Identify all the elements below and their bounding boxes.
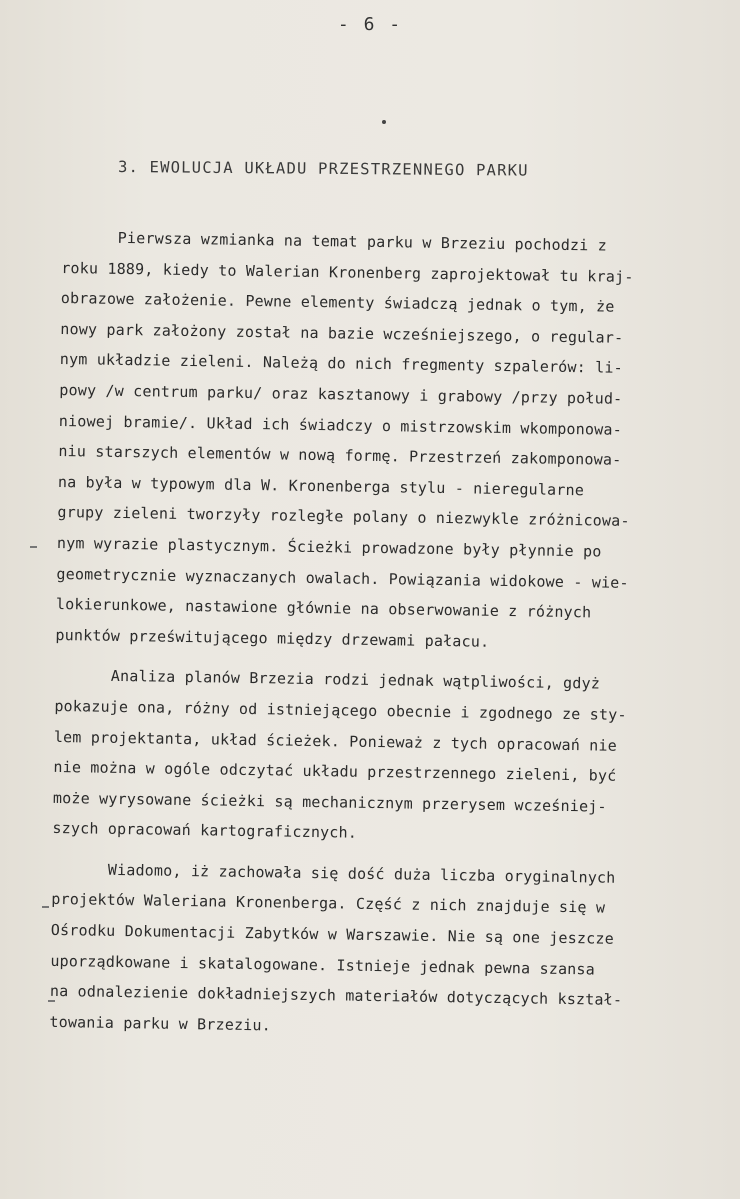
- text-line: Pierwsza wzmianka na temat parku w Brzeziu pochodzi z: [117, 228, 608, 255]
- text-line: niu starszych elementów w nową formę. Przestrzeń zakomponowa-: [58, 442, 622, 469]
- text-line: lokierunkowe, nastawione głównie na obserwowanie z różnych: [55, 595, 592, 622]
- text-line: obrazowe założenie. Pewne elementy świadczą jednak o tym, że: [60, 289, 615, 316]
- text-line: Analiza planów Brzezia rodzi jednak wątpliwości, gdyż: [110, 667, 601, 693]
- margin-mark: [42, 906, 49, 908]
- page-number: - 6 -: [337, 14, 403, 35]
- text-line: nie można w ogóle odczytać układu przestrzennego zieleni, być: [53, 758, 617, 785]
- text-line: geometrycznie wyznaczanych owalach. Powiązania widokowe - wie-: [56, 564, 629, 592]
- text-line: Ośrodku Dokumentacji Zabytków w Warszawie. Nie są one jeszcze: [50, 920, 615, 948]
- text-line: projektów Waleriana Kronenberga. Część z nich znajduje się w: [51, 890, 606, 918]
- body-text: [49, 222, 722, 1048]
- text-line: Wiadomo, iż zachowała się dość duża liczba oryginalnych: [107, 860, 616, 887]
- paragraph-3: [49, 854, 712, 1048]
- text-line: pokazuje ona, różny od istniejącego obecnie i zgodnego ze sty-: [54, 696, 627, 724]
- ink-dot: [382, 120, 386, 124]
- text-line: niowej bramie/. Układ ich świadczy o mistrzowskim wkomponowa-: [58, 411, 623, 439]
- paragraph-2: [52, 660, 715, 854]
- text-line: powy /w centrum parku/ oraz kasztanowy i grabowy /przy połud-: [59, 380, 623, 408]
- text-line: nym wyrazie plastycznym. Ścieżki prowadzone były płynnie po: [56, 533, 602, 561]
- text-line: roku 1889, kiedy to Walerian Kronenberg zaprojektował tu kraj-: [61, 258, 634, 286]
- text-line: uporządkowane i skatalogowane. Istnieje jednak pewna szansa: [50, 951, 596, 979]
- section-heading: 3. EWOLUCJA UKŁADU PRZESTRZENNEGO PARKU: [117, 158, 529, 180]
- margin-mark: [30, 546, 37, 548]
- text-line: nym układzie zieleni. Należą do nich fregmenty szpalerów: li-: [59, 350, 623, 378]
- text-line: grupy zieleni tworzyły rozległe polany o niezwykle zróżnicowa-: [57, 503, 630, 531]
- text-line: nowy park założony został na bazie wcześniejszego, o regular-: [60, 319, 624, 347]
- paragraph-1: [55, 222, 722, 661]
- text-line: lem projektanta, układ ścieżek. Ponieważ z tych opracowań nie: [53, 727, 618, 755]
- text-line: może wyrysowane ścieżki są mechanicznym przerysem wcześniej-: [52, 788, 607, 816]
- text-line: szych opracowań kartograficznych.: [52, 819, 358, 842]
- text-line: na była w typowym dla W. Kronenberga stylu - nieregularne: [57, 472, 585, 499]
- text-line: na odnalezienie dokładniejszych materiałów dotyczących kształ-: [49, 982, 623, 1010]
- text-line: towania parku w Brzeziu.: [49, 1012, 272, 1035]
- text-line: punktów prześwitującego między drzewami pałacu.: [55, 625, 490, 651]
